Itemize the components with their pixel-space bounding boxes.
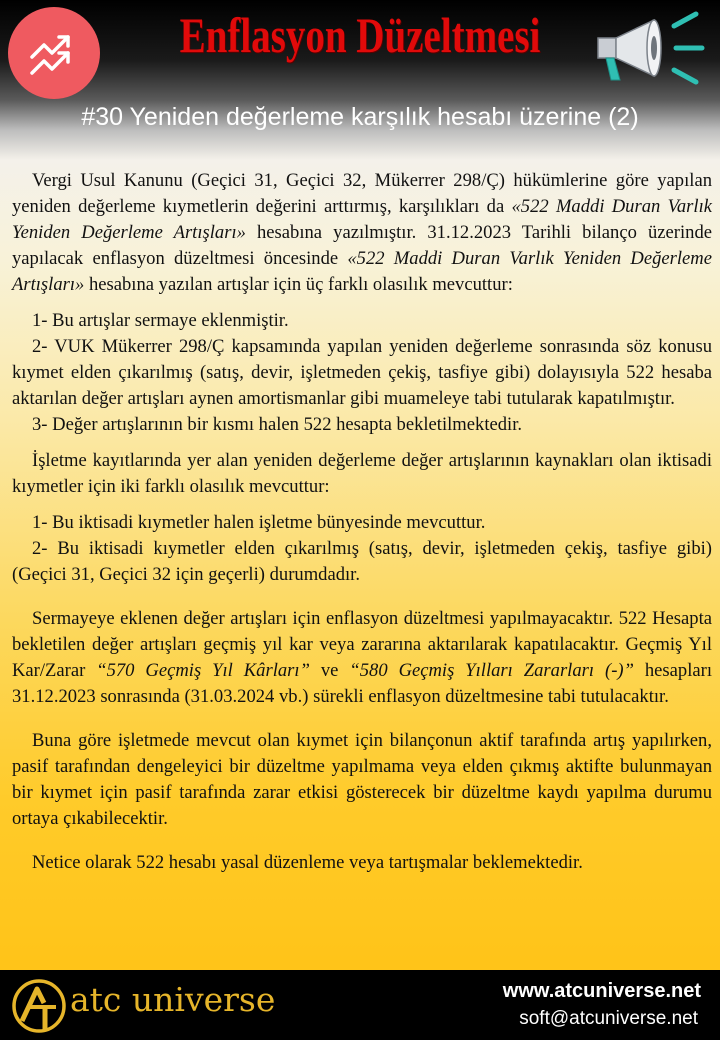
paragraph-conclusion: Netice olarak 522 hesabı yasal düzenleme veya tartışmalar beklemektedir.	[32, 852, 583, 873]
page-subtitle: #30 Yeniden değerleme karşılık hesabı üzerine (2)	[81, 103, 639, 131]
account-name: «522 Maddi Duran Varlık Yeniden Değerleme Artışları»	[12, 248, 712, 295]
paragraph-capital	[12, 606, 712, 710]
paragraph-sources: İşletme kayıtlarında yer alan yeniden değerleme değer artışlarının kaynakları olan iktisadi kıymetler için iki farklı olasılık mevcuttur:	[12, 450, 712, 497]
text-segment: hesapları 31.12.2023 sonrasında (31.03.2024 vb.) sürekli enflasyon düzeltmesine tabi tutulacaktır.	[12, 660, 712, 707]
list-item: 2- VUK Mükerrer 298/Ç kapsamında yapılan yeniden değerleme sonrasında söz konusu kıymet elden çıkarılmış (satış, devir, işletmeden çekiş, tasfiye gibi) dolayısıyla 522 hesaba aktarılan değer artışları aynen amortismanlar gibi muameleye tabi tutularak kapatılmıştır.	[12, 336, 712, 409]
text-segment: Vergi Usul Kanunu (Geçici 31, Geçici 32, Mükerrer 298/Ç) hükümlerine göre yapılan yeniden değerleme kıymetlerin değerini arttırmış, karşılıkları da	[12, 170, 712, 217]
trending-up-icon	[28, 29, 80, 77]
paragraph-balance: Buna göre işletmede mevcut olan kıymet için bilançonun aktif tarafında artış yapılırken, pasif tarafından dengeleyici bir düzeltme yapılmama veya elden çıkmış aktifte bulunmayan bir kıymet için pasif tarafında zarar etkisi gösterecek bir düzeltme kaydı yapılma durumu ortaya çıkabilecektir.	[12, 730, 712, 829]
footer	[0, 970, 720, 1040]
megaphone-icon	[592, 8, 712, 88]
account-name: “570 Geçmiş Yıl Kârları”	[96, 660, 310, 681]
text-segment: hesabına yazılmıştır. 31.12.2023 Tarihli bilanço üzerinde yapılacak enflasyon düzeltmesi öncesinde	[12, 222, 712, 269]
header	[0, 0, 720, 150]
text-segment: ve	[309, 660, 350, 681]
text-segment: Sermayeye eklenen değer artışları için enflasyon düzeltmesi yapılmayacaktır. 522 Hesapta bekletilen değer artışları geçmiş yıl kar veya zararına aktarılarak kapatılacaktır. Geçmiş Yıl Kar/Zarar	[12, 608, 712, 681]
account-name: “580 Geçmiş Yılları Zararları (-)”	[349, 660, 634, 681]
list-item: 2- Bu iktisadi kıymetler elden çıkarılmış (satış, devir, işletmeden çekiş, tasfiye gibi) (Geçici 31, Geçici 32 için geçerli) durumdadır.	[12, 538, 712, 585]
list-item: 1- Bu artışlar sermaye eklenmiştir.	[32, 310, 289, 331]
page-title: Enflasyon Düzeltmesi	[179, 7, 541, 63]
list-item: 1- Bu iktisadi kıymetler halen işletme bünyesinde mevcuttur.	[32, 512, 486, 533]
account-name: «522 Maddi Duran Varlık Yeniden Değerleme Artışları»	[12, 196, 712, 243]
website-link[interactable]: www.atcuniverse.net	[502, 980, 701, 1002]
email-link[interactable]: soft@atcuniverse.net	[519, 1008, 698, 1029]
list-item: 3- Değer artışlarının bir kısmı halen 522 hesapta bekletilmektedir.	[32, 414, 523, 435]
text-segment: hesabına yazılan artışlar için üç farklı olasılık mevcuttur:	[84, 274, 513, 295]
brand-name: atc universe	[70, 980, 276, 1019]
paragraph-intro	[12, 168, 712, 298]
article-body	[12, 168, 712, 876]
atc-logo-icon	[10, 977, 68, 1035]
